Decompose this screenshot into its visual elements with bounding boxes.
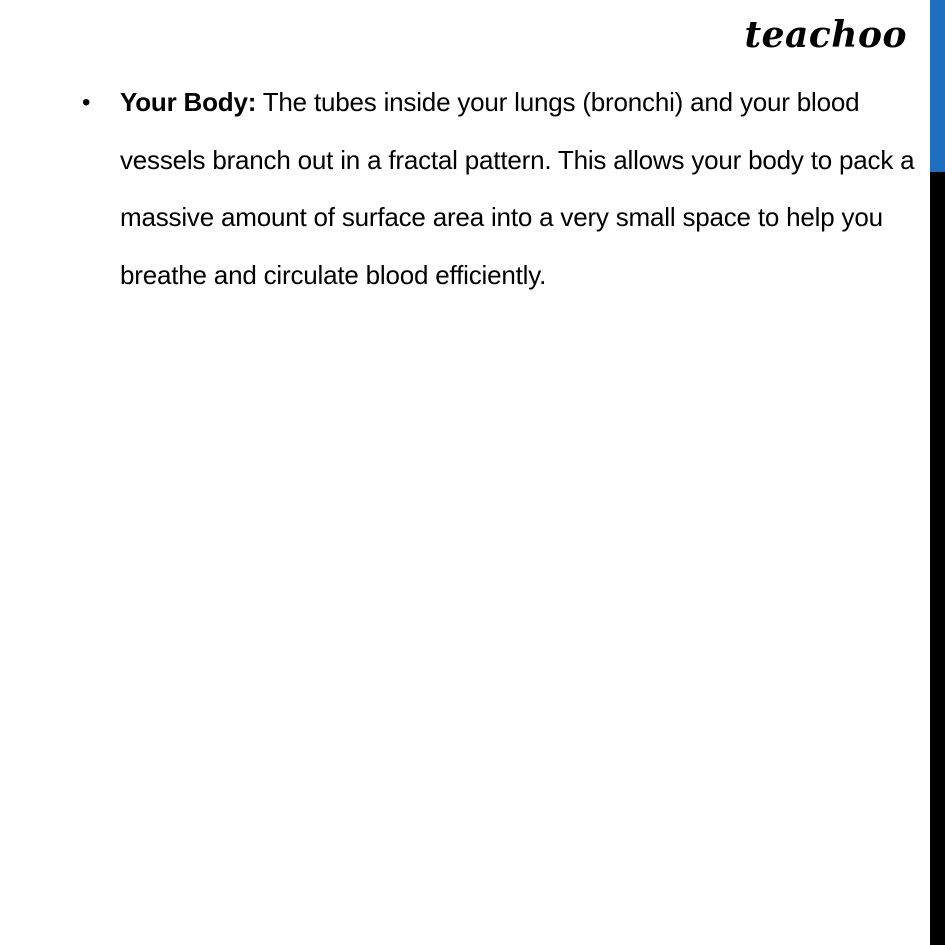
- bullet-term: Your Body:: [120, 87, 257, 117]
- bullet-item-your-body: [80, 74, 928, 304]
- bullet-marker: •: [82, 89, 91, 116]
- right-edge-bar: [930, 0, 945, 945]
- right-edge-accent: [930, 0, 945, 172]
- slide-content: [80, 74, 928, 304]
- bullet-text: The tubes inside your lungs (bronchi) and your blood vessels branch out in a fractal pattern. This allows your body to pack a massive amount of surface area into a very small space to help you breathe and circulate blood efficiently.: [120, 87, 915, 290]
- teachoo-logo: teachoo: [744, 14, 907, 56]
